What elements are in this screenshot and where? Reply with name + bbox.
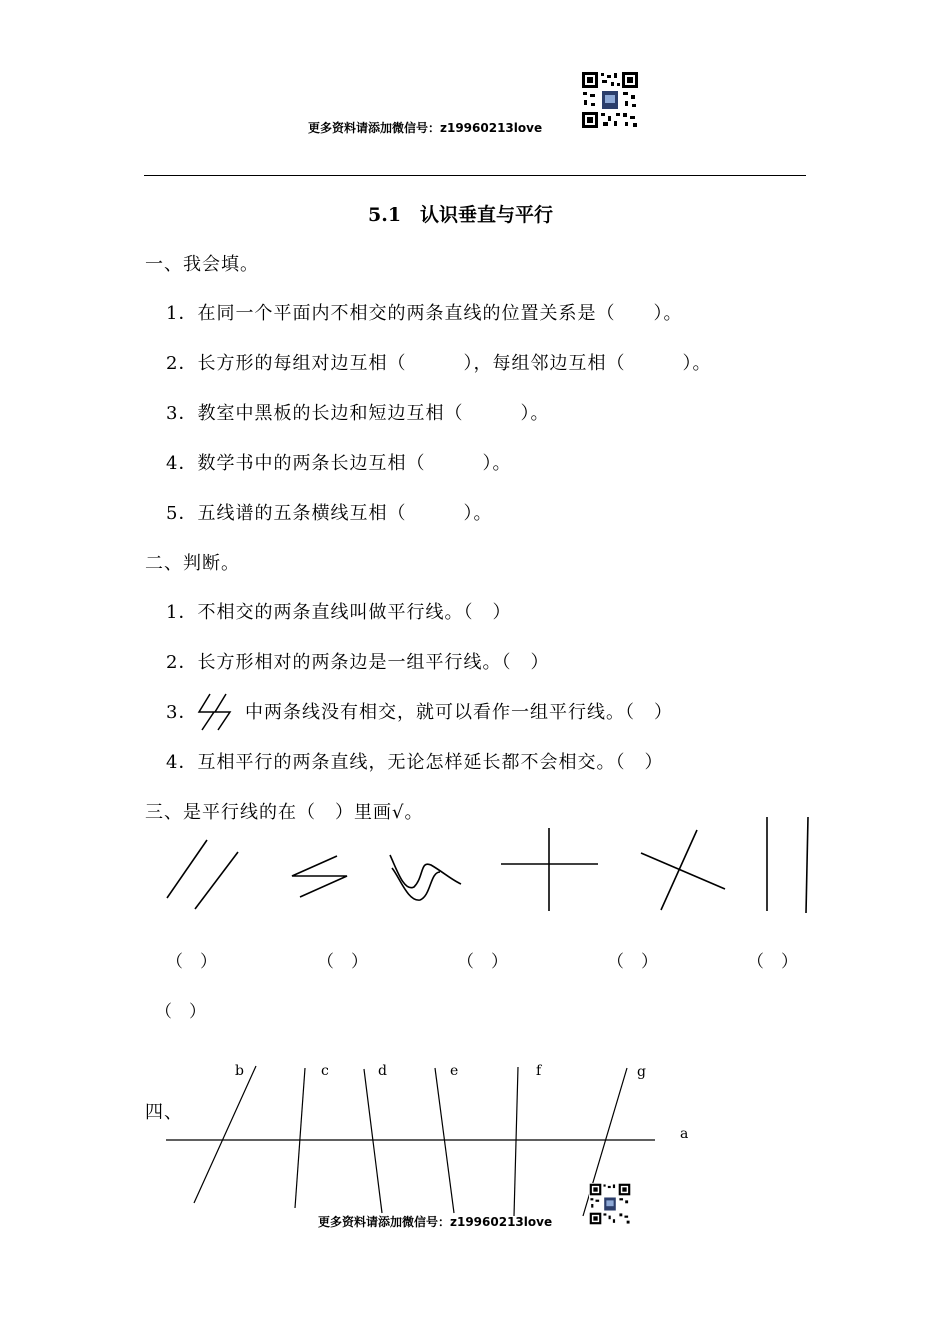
line-label-b: b	[235, 1063, 244, 1079]
section3-heading: 三、是平行线的在（ ）里画√。	[145, 802, 424, 823]
line-c	[295, 1068, 305, 1208]
answer-paren-5[interactable]: （ ）	[747, 952, 798, 972]
section2-item-2: 2．长方形相对的两条边是一组平行线。（ ）	[166, 652, 550, 673]
answer-paren-3[interactable]: （ ）	[457, 952, 508, 972]
footer-wechat-text: 更多资料请添加微信号：z19960213love	[318, 1215, 553, 1229]
section1-item-1: 1．在同一个平面内不相交的两条直线的位置关系是（ ）。	[166, 303, 683, 324]
line-label-d: d	[378, 1063, 387, 1079]
answer-paren-1[interactable]: （ ）	[166, 952, 217, 972]
section1-heading: 一、我会填。	[145, 254, 259, 275]
footer-qr-code-icon	[589, 1183, 631, 1225]
line-label-e: e	[450, 1063, 459, 1079]
section1-item-3: 3．教室中黑板的长边和短边互相（ ）。	[166, 403, 550, 424]
section2-item-3-text: 中两条线没有相交，就可以看作一组平行线。（ ）	[245, 702, 673, 723]
section2-item-1: 1．不相交的两条直线叫做平行线。（ ）	[166, 602, 512, 623]
section1-item-2: 2．长方形的每组对边互相（ ），每组邻边互相（ ）。	[166, 353, 712, 374]
answer-paren-6[interactable]: （ ）	[155, 1002, 206, 1022]
line-f	[514, 1067, 518, 1216]
line-label-c: c	[321, 1063, 329, 1079]
section2-heading: 二、判断。	[145, 553, 240, 574]
section2-item-3-number: 3．	[166, 702, 198, 723]
answer-paren-2[interactable]: （ ）	[317, 952, 368, 972]
answer-paren-4[interactable]: （ ）	[607, 952, 658, 972]
line-label-f: f	[536, 1063, 542, 1079]
line-label-g: g	[637, 1064, 646, 1080]
page-title: 5.1 认识垂直与平行	[368, 204, 554, 226]
section4-heading: 四、	[145, 1102, 183, 1123]
line-d	[364, 1069, 382, 1213]
line-b	[194, 1066, 256, 1203]
header-wechat-text: 更多资料请添加微信号：z19960213love	[308, 121, 543, 135]
line-label-a: a	[680, 1126, 689, 1142]
section1-item-5: 5．五线谱的五条横线互相（ ）。	[166, 503, 493, 524]
section1-item-4: 4．数学书中的两条长边互相（ ）。	[166, 453, 512, 474]
section2-item-4: 4．互相平行的两条直线，无论怎样延长都不会相交。（ ）	[166, 752, 664, 773]
